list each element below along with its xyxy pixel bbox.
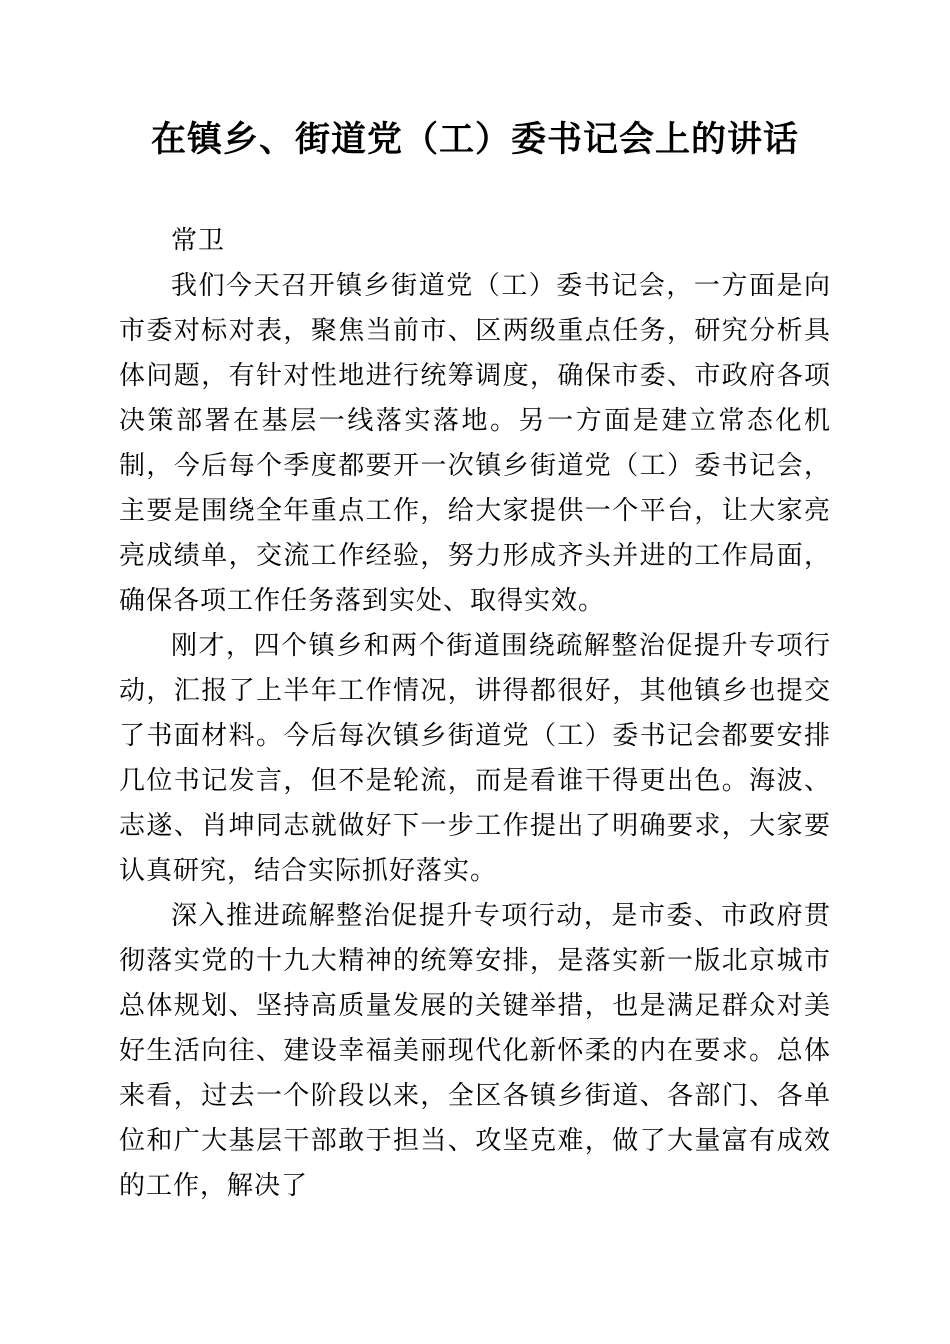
paragraph-2: 刚才，四个镇乡和两个街道围绕疏解整治促提升专项行动，汇报了上半年工作情况，讲得都很好，其他镇乡也提交了书面材料。今后每次镇乡街道党（工）委书记会都要安排几位书记发言，但不是轮流，而是看谁干得更出色。海波、志遂、肖坤同志就做好下一步工作提出了明确要求，大家要认真研究，结合实际抓好落实。 <box>119 630 831 885</box>
document-title: 在镇乡、街道党（工）委书记会上的讲话 <box>150 120 799 159</box>
paragraph-1: 我们今天召开镇乡街道党（工）委书记会，一方面是向市委对标对表，聚焦当前市、区两级重点任务，研究分析具体问题，有针对性地进行统筹调度，确保市委、市政府各项决策部署在基层一线落实落地。另一方面是建立常态化机制，今后每个季度都要开一次镇乡街道党（工）委书记会，主要是围绕全年重点工作，给大家提供一个平台，让大家亮亮成绩单，交流工作经验，努力形成齐头并进的工作局面，确保各项工作任务落到实处、取得实效。 <box>119 270 831 615</box>
paragraph-3: 深入推进疏解整治促提升专项行动，是市委、市政府贯彻落实党的十九大精神的统筹安排，是落实新一版北京城市总体规划、坚持高质量发展的关键举措，也是满足群众对美好生活向往、建设幸福美丽现代化新怀柔的内在要求。总体来看，过去一个阶段以来，全区各镇乡街道、各部门、各单位和广大基层干部敢于担当、攻坚克难，做了大量富有成效的工作，解决了 <box>119 900 831 1200</box>
author-name: 常卫 <box>171 225 226 255</box>
